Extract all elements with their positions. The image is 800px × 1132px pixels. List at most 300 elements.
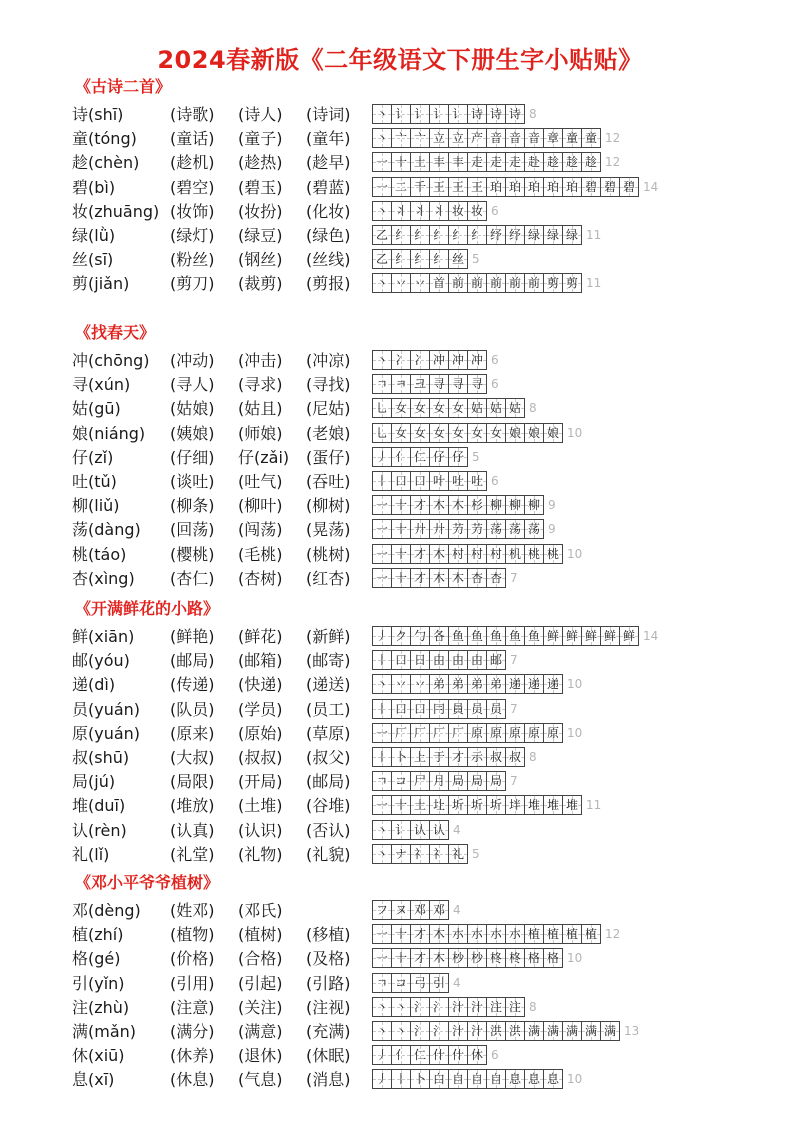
- character-pinyin: 植(zhí): [72, 925, 124, 945]
- stroke-glyph: 纟: [451, 228, 464, 242]
- stroke-cell: [410, 997, 430, 1017]
- stroke-cell: [410, 471, 430, 491]
- stroke-cell: [486, 128, 506, 148]
- stroke-cell: [391, 924, 411, 944]
- stroke-cell: [410, 1069, 430, 1089]
- stroke-cell: [448, 471, 468, 491]
- stroke-glyph: 柳: [527, 498, 540, 513]
- stroke-cell: [410, 1045, 430, 1065]
- stroke-cell: [581, 1021, 601, 1041]
- stroke-count: 4: [453, 975, 461, 990]
- stroke-glyph: 叶: [432, 474, 445, 488]
- stroke-cell: [372, 374, 392, 394]
- stroke-cell: [486, 519, 506, 539]
- stroke-cell: [372, 699, 392, 719]
- example-word: (学员): [238, 699, 283, 719]
- example-word: (礼貌): [306, 844, 351, 864]
- example-word: (堆放): [170, 796, 215, 816]
- stroke-count: 13: [624, 1024, 640, 1038]
- character-pinyin: 递(dì): [72, 675, 116, 695]
- stroke-cell: [429, 177, 449, 197]
- example-word: (碧玉): [238, 177, 283, 197]
- stroke-cell: [372, 747, 392, 767]
- stroke-cell: [448, 795, 468, 815]
- stroke-count: 10: [567, 425, 583, 440]
- stroke-glyph: 一: [375, 725, 388, 740]
- stroke-cell: [372, 1069, 392, 1089]
- example-word: (休息): [170, 1070, 215, 1090]
- stroke-count: 9: [548, 522, 556, 537]
- example-word: (剪报): [306, 274, 351, 294]
- stroke-cell: [448, 924, 468, 944]
- stroke-cell: [391, 948, 411, 968]
- example-word: (冲凉): [306, 351, 351, 370]
- stroke-cell: [410, 795, 430, 815]
- stroke-cell: [543, 723, 563, 743]
- stroke-glyph: 鲜: [603, 629, 616, 643]
- stroke-cell: [467, 568, 487, 588]
- stroke-order-grid: [372, 924, 620, 944]
- stroke-cell: [410, 374, 430, 394]
- stroke-cell: [562, 128, 582, 148]
- stroke-cell: [391, 699, 411, 719]
- stroke-cell: [391, 1021, 411, 1041]
- character-pinyin: 杏(xìng): [72, 568, 135, 588]
- stroke-cell: [524, 948, 544, 968]
- stroke-glyph: 示: [470, 750, 483, 764]
- stroke-cell: [372, 650, 392, 670]
- stroke-cell: [410, 225, 430, 245]
- stroke-glyph: 绿: [527, 228, 540, 242]
- stroke-cell: [372, 350, 392, 370]
- stroke-glyph: 一: [375, 522, 388, 537]
- stroke-cell: [467, 374, 487, 394]
- example-word: (冲动): [170, 351, 215, 370]
- example-word: (满分): [170, 1022, 215, 1041]
- example-word: (土堆): [238, 796, 283, 816]
- stroke-glyph: 厂: [451, 725, 464, 740]
- stroke-glyph: 寻: [451, 377, 464, 392]
- stroke-cell: [467, 152, 487, 172]
- stroke-glyph: 立: [451, 131, 464, 146]
- stroke-glyph: 童: [584, 131, 597, 146]
- stroke-cell: [410, 104, 430, 124]
- example-word: (趁早): [306, 153, 351, 173]
- stroke-cell: [448, 398, 468, 418]
- stroke-glyph: 由: [470, 653, 483, 668]
- stroke-cell: [600, 177, 620, 197]
- stroke-glyph: 丿: [375, 629, 388, 643]
- character-pinyin: 柳(liǔ): [72, 496, 120, 516]
- stroke-count: 10: [567, 677, 583, 692]
- stroke-glyph: 趁: [546, 155, 559, 170]
- stroke-glyph: 厂: [432, 725, 445, 740]
- stroke-cell: [410, 820, 430, 840]
- stroke-order-grid: [372, 201, 499, 221]
- stroke-glyph: 绿: [546, 228, 559, 242]
- stroke-order-grid: [372, 844, 480, 864]
- stroke-cell: [486, 674, 506, 694]
- stroke-glyph: 由: [451, 653, 464, 668]
- stroke-glyph: 原: [527, 725, 540, 740]
- stroke-glyph: 丶: [375, 131, 388, 146]
- stroke-cell: [391, 519, 411, 539]
- stroke-glyph: 姑: [489, 401, 502, 416]
- example-word: (植树): [238, 925, 283, 945]
- example-word: (递送): [306, 675, 351, 695]
- example-word: (退休): [238, 1046, 283, 1066]
- stroke-order-grid: [372, 273, 601, 293]
- example-word: (柳叶): [238, 496, 283, 516]
- stroke-cell: [467, 177, 487, 197]
- stroke-glyph: 碧: [603, 179, 616, 194]
- stroke-count: 7: [510, 570, 518, 585]
- example-word: (快递): [238, 675, 283, 695]
- example-word: (邮寄): [306, 651, 351, 671]
- stroke-glyph: 柊: [489, 951, 502, 966]
- character-row: [0, 249, 800, 271]
- stroke-cell: [391, 544, 411, 564]
- stroke-glyph: コ: [394, 774, 407, 789]
- stroke-cell: [486, 495, 506, 515]
- stroke-glyph: 卜: [413, 1072, 426, 1087]
- stroke-count: 7: [510, 653, 518, 668]
- stroke-glyph: 土: [413, 155, 426, 170]
- stroke-glyph: 丶: [375, 276, 388, 291]
- character-pinyin: 引(yǐn): [72, 973, 125, 993]
- stroke-glyph: 堆: [546, 798, 559, 813]
- character-row: [0, 201, 800, 223]
- stroke-glyph: 讠: [394, 107, 407, 121]
- example-word: (童年): [306, 129, 351, 149]
- stroke-cell: [391, 723, 411, 743]
- example-word: 仔(zǎi): [238, 447, 290, 467]
- stroke-glyph: 机: [508, 546, 521, 561]
- stroke-glyph: 娘: [508, 425, 521, 440]
- stroke-cell: [391, 201, 411, 221]
- stroke-glyph: 杏: [489, 570, 502, 585]
- stroke-cell: [391, 273, 411, 293]
- stroke-cell: [448, 544, 468, 564]
- example-word: (新鲜): [306, 627, 351, 646]
- stroke-order-grid: [372, 104, 537, 124]
- stroke-cell: [581, 177, 601, 197]
- stroke-cell: [505, 997, 525, 1017]
- stroke-cell: [429, 350, 449, 370]
- stroke-glyph: 讠: [432, 107, 445, 121]
- stroke-cell: [429, 104, 449, 124]
- character-pinyin: 邮(yóu): [72, 651, 130, 671]
- stroke-cell: [372, 1021, 392, 1041]
- character-pinyin: 桃(táo): [72, 544, 127, 564]
- stroke-count: 11: [586, 276, 602, 291]
- stroke-cell: [505, 747, 525, 767]
- example-word: (诗歌): [170, 105, 215, 124]
- stroke-cell: [429, 152, 449, 172]
- stroke-cell: [410, 747, 430, 767]
- stroke-cell: [505, 544, 525, 564]
- stroke-glyph: 女: [470, 425, 483, 440]
- stroke-cell: [505, 225, 525, 245]
- stroke-cell: [410, 177, 430, 197]
- example-word: (注意): [170, 997, 215, 1017]
- stroke-count: 10: [567, 546, 583, 561]
- stroke-glyph: 十: [394, 798, 407, 813]
- character-pinyin: 童(tóng): [72, 129, 137, 149]
- stroke-cell: [524, 273, 544, 293]
- character-pinyin: 剪(jiǎn): [72, 274, 130, 294]
- stroke-glyph: 原: [508, 725, 521, 740]
- stroke-glyph: 讠: [394, 822, 407, 837]
- stroke-cell: [581, 128, 601, 148]
- stroke-count: 11: [586, 228, 602, 242]
- example-word: (樱桃): [170, 544, 215, 564]
- stroke-glyph: 息: [546, 1072, 559, 1087]
- stroke-glyph: 诗: [470, 107, 483, 121]
- stroke-cell: [429, 948, 449, 968]
- stroke-glyph: 亻: [394, 1048, 407, 1063]
- stroke-cell: [505, 519, 525, 539]
- example-word: (童子): [238, 129, 283, 149]
- stroke-cell: [524, 423, 544, 443]
- example-word: (杏仁): [170, 568, 215, 588]
- stroke-cell: [410, 544, 430, 564]
- example-word: (姓邓): [170, 901, 215, 920]
- stroke-glyph: 音: [508, 131, 521, 146]
- stroke-glyph: 木: [432, 498, 445, 513]
- character-row: [0, 997, 800, 1019]
- stroke-glyph: 前: [489, 276, 502, 291]
- stroke-glyph: 娘: [527, 425, 540, 440]
- stroke-cell: [448, 723, 468, 743]
- example-word: (粉丝): [170, 250, 215, 270]
- stroke-glyph: 丶: [375, 846, 388, 861]
- stroke-cell: [448, 495, 468, 515]
- stroke-cell: [448, 844, 468, 864]
- character-row: [0, 544, 800, 566]
- stroke-cell: [410, 128, 430, 148]
- stroke-cell: [391, 626, 411, 646]
- stroke-cell: [372, 900, 392, 920]
- stroke-glyph: 芀: [470, 522, 483, 537]
- example-word: (局限): [170, 772, 215, 792]
- stroke-glyph: 注: [508, 999, 521, 1014]
- stroke-cell: [448, 350, 468, 370]
- stroke-cell: [543, 1069, 563, 1089]
- stroke-glyph: 休: [470, 1048, 483, 1063]
- stroke-glyph: 格: [527, 951, 540, 966]
- stroke-glyph: 仔: [451, 449, 464, 464]
- stroke-glyph: 冫: [394, 353, 407, 367]
- example-word: (叔叔): [238, 748, 283, 767]
- stroke-cell: [372, 471, 392, 491]
- stroke-glyph: 王: [451, 179, 464, 194]
- stroke-cell: [505, 723, 525, 743]
- character-row: [0, 519, 800, 541]
- stroke-order-grid: [372, 225, 601, 245]
- stroke-cell: [505, 177, 525, 197]
- stroke-glyph: 植: [546, 927, 559, 942]
- stroke-cell: [467, 771, 487, 791]
- stroke-cell: [467, 924, 487, 944]
- stroke-glyph: 讠: [413, 107, 426, 121]
- stroke-glyph: 引: [432, 975, 445, 990]
- stroke-cell: [391, 997, 411, 1017]
- stroke-cell: [429, 820, 449, 840]
- stroke-cell: [410, 398, 430, 418]
- stroke-cell: [391, 495, 411, 515]
- stroke-glyph: 丷: [394, 677, 407, 692]
- character-row: [0, 747, 800, 769]
- stroke-cell: [429, 128, 449, 148]
- stroke-glyph: 注: [489, 999, 502, 1014]
- stroke-glyph: 趁: [565, 155, 578, 170]
- stroke-glyph: 十: [394, 155, 407, 170]
- stroke-glyph: 丶: [394, 999, 407, 1014]
- stroke-cell: [486, 273, 506, 293]
- stroke-glyph: 木: [432, 951, 445, 966]
- character-pinyin: 姑(gū): [72, 399, 121, 419]
- stroke-cell: [581, 924, 601, 944]
- example-word: (休养): [170, 1046, 215, 1066]
- stroke-cell: [467, 795, 487, 815]
- stroke-cell: [467, 948, 487, 968]
- stroke-count: 9: [548, 498, 556, 513]
- stroke-cell: [486, 650, 506, 670]
- stroke-glyph: 月: [432, 774, 445, 789]
- stroke-cell: [429, 924, 449, 944]
- example-word: (红杏): [306, 568, 351, 588]
- page-title: 2024春新版《二年级语文下册生字小贴贴》: [157, 46, 643, 74]
- stroke-glyph: 原: [470, 725, 483, 740]
- stroke-cell: [467, 723, 487, 743]
- stroke-glyph: 丶: [394, 1024, 407, 1038]
- stroke-glyph: 勹: [413, 629, 426, 643]
- stroke-cell: [372, 997, 392, 1017]
- stroke-cell: [391, 771, 411, 791]
- character-row: [0, 771, 800, 793]
- stroke-order-grid: [372, 795, 601, 815]
- stroke-cell: [372, 723, 392, 743]
- example-word: (开局): [238, 772, 283, 792]
- stroke-cell: [467, 201, 487, 221]
- stroke-glyph: 珀: [489, 179, 502, 194]
- stroke-glyph: 满: [527, 1024, 540, 1038]
- stroke-cell: [448, 568, 468, 588]
- stroke-count: 8: [529, 401, 537, 416]
- stroke-order-grid: [372, 519, 556, 539]
- stroke-count: 8: [529, 750, 537, 764]
- stroke-cell: [429, 544, 449, 564]
- character-row: [0, 650, 800, 672]
- stroke-glyph: 冲: [432, 353, 445, 367]
- stroke-glyph: 局: [451, 774, 464, 789]
- stroke-cell: [486, 795, 506, 815]
- stroke-glyph: 童: [565, 131, 578, 146]
- stroke-glyph: 丨: [375, 653, 388, 668]
- stroke-glyph: 口: [394, 653, 407, 668]
- section-title: 《找春天》: [75, 323, 156, 342]
- stroke-cell: [448, 519, 468, 539]
- stroke-cell: [505, 1069, 525, 1089]
- stroke-cell: [410, 1021, 430, 1041]
- stroke-glyph: 圵: [432, 798, 445, 813]
- example-word: (价格): [170, 949, 215, 969]
- stroke-order-grid: [372, 471, 499, 491]
- stroke-glyph: 汁: [470, 999, 483, 1014]
- stroke-glyph: 丶: [375, 999, 388, 1014]
- stroke-cell: [543, 177, 563, 197]
- stroke-cell: [448, 374, 468, 394]
- example-word: (原来): [170, 723, 215, 743]
- stroke-glyph: 氵: [432, 999, 445, 1014]
- stroke-glyph: 绿: [565, 228, 578, 242]
- stroke-glyph: 木: [451, 498, 464, 513]
- character-row: [0, 948, 800, 970]
- stroke-count: 8: [529, 999, 537, 1014]
- stroke-cell: [429, 471, 449, 491]
- stroke-cell: [372, 104, 392, 124]
- example-word: (尼姑): [306, 399, 351, 419]
- stroke-order-grid: [372, 723, 582, 743]
- example-word: (妆扮): [238, 201, 283, 221]
- stroke-cell: [448, 104, 468, 124]
- stroke-glyph: 认: [413, 822, 426, 837]
- character-pinyin: 丝(sī): [72, 250, 114, 270]
- example-word: (诗人): [238, 105, 283, 124]
- stroke-glyph: 丨: [375, 701, 388, 716]
- stroke-glyph: 女: [394, 401, 407, 416]
- stroke-cell: [467, 423, 487, 443]
- stroke-glyph: 首: [432, 276, 445, 291]
- character-pinyin: 诗(shī): [72, 105, 124, 124]
- stroke-glyph: 前: [451, 276, 464, 291]
- stroke-cell: [391, 152, 411, 172]
- stroke-cell: [467, 674, 487, 694]
- stroke-glyph: 一: [375, 798, 388, 813]
- stroke-glyph: 十: [394, 927, 407, 942]
- stroke-cell: [448, 747, 468, 767]
- example-word: (草原): [306, 723, 351, 743]
- stroke-count: 4: [453, 903, 461, 917]
- stroke-order-grid: [372, 1045, 499, 1065]
- stroke-cell: [486, 771, 506, 791]
- stroke-cell: [448, 1021, 468, 1041]
- character-row: [0, 423, 800, 445]
- stroke-glyph: 递: [527, 677, 540, 692]
- stroke-cell: [543, 225, 563, 245]
- stroke-glyph: 才: [451, 750, 464, 764]
- example-word: (礼堂): [170, 844, 215, 864]
- character-pinyin: 绿(lǜ): [72, 226, 116, 245]
- stroke-cell: [543, 128, 563, 148]
- character-row: [0, 374, 800, 396]
- example-word: (队员): [170, 699, 215, 719]
- stroke-glyph: 鱼: [451, 629, 464, 643]
- stroke-glyph: 木: [432, 570, 445, 585]
- stroke-glyph: 鱼: [489, 629, 502, 643]
- example-word: (叔父): [306, 748, 351, 767]
- stroke-glyph: 自: [451, 1072, 464, 1087]
- stroke-glyph: 汁: [470, 1024, 483, 1038]
- stroke-cell: [581, 626, 601, 646]
- character-row: [0, 626, 800, 648]
- example-word: (邓氏): [238, 901, 283, 920]
- character-pinyin: 吐(tǔ): [72, 472, 117, 491]
- example-word: (杏树): [238, 568, 283, 588]
- stroke-order-grid: [372, 249, 480, 269]
- stroke-glyph: 白: [432, 1072, 445, 1087]
